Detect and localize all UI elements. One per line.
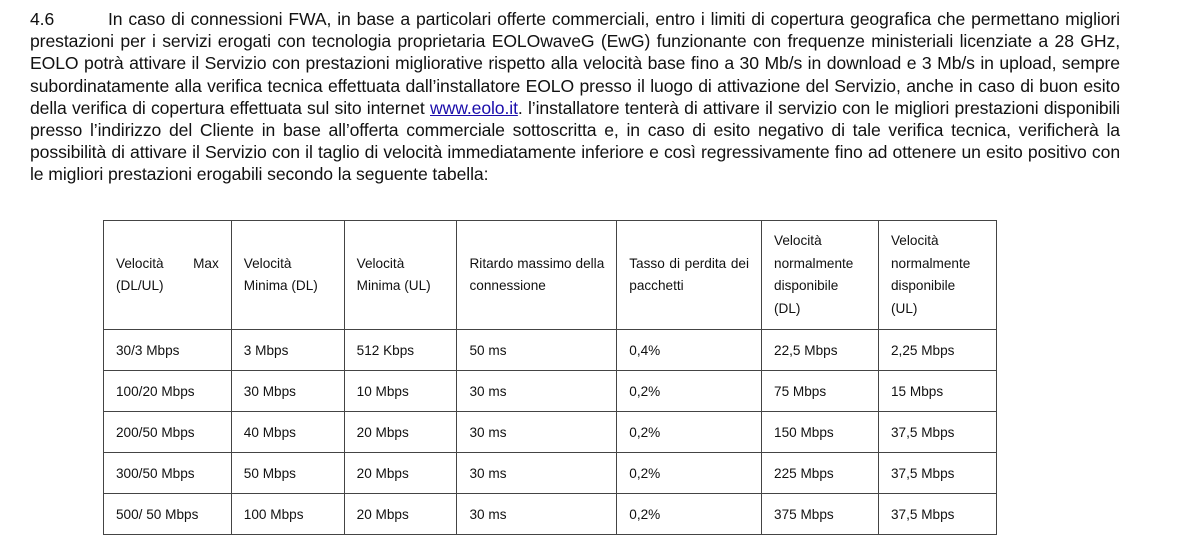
cell-min-dl: 100 Mbps	[231, 494, 344, 535]
cell-delay: 30 ms	[457, 412, 617, 453]
cell-min-dl: 40 Mbps	[231, 412, 344, 453]
cell-typical-ul: 37,5 Mbps	[878, 453, 996, 494]
cell-delay: 50 ms	[457, 330, 617, 371]
cell-typical-ul: 37,5 Mbps	[878, 412, 996, 453]
speed-specs-table	[103, 220, 997, 535]
cell-typical-ul: 15 Mbps	[878, 371, 996, 412]
table-row	[104, 412, 997, 453]
eolo-website-link[interactable]: www.eolo.it	[430, 97, 518, 118]
cell-max-speed: 30/3 Mbps	[104, 330, 232, 371]
table-row	[104, 494, 997, 535]
table-row	[104, 330, 997, 371]
header-typical-speed-ul: Velocità normalmente disponibile (UL)	[878, 221, 996, 330]
cell-min-ul: 20 Mbps	[344, 453, 457, 494]
cell-delay: 30 ms	[457, 453, 617, 494]
cell-max-speed: 500/ 50 Mbps	[104, 494, 232, 535]
cell-delay: 30 ms	[457, 371, 617, 412]
cell-packet-loss: 0,2%	[617, 453, 762, 494]
paragraph-text-start: In caso di connessioni FWA, in base a particolari offerte commerciali, entro i limiti di copertura geografica che permettano migliori prestazioni per i servizi erogati con tecnologia proprietaria EOLOwaveG (EwG) funzionante con frequenze ministeriali licenziate a 28 GHz, EOLO potrà attivare il Servizio con prestazioni migliorative rispetto alla velocità base fino a 30 Mb/s in download e 3 Mb/s in upload, sempre subordinatamente alla verifica tecnica effettuata dall’installatore EOLO presso il luogo di attivazione del Servizio, anche in caso di buon esito della verifica di copertura effettuata sul sito internet	[30, 9, 1120, 118]
cell-max-speed: 200/50 Mbps	[104, 412, 232, 453]
paragraph-4-6	[30, 8, 1120, 186]
cell-min-dl: 30 Mbps	[231, 371, 344, 412]
header-min-speed-ul: Velocità Minima (UL)	[344, 221, 457, 330]
cell-typical-ul: 37,5 Mbps	[878, 494, 996, 535]
cell-delay: 30 ms	[457, 494, 617, 535]
cell-typical-dl: 225 Mbps	[762, 453, 879, 494]
table-header-row	[104, 221, 997, 330]
cell-packet-loss: 0,2%	[617, 412, 762, 453]
cell-packet-loss: 0,2%	[617, 494, 762, 535]
cell-min-ul: 10 Mbps	[344, 371, 457, 412]
table-row	[104, 453, 997, 494]
header-packet-loss: Tasso di perdita dei pacchetti	[617, 221, 762, 330]
cell-typical-dl: 375 Mbps	[762, 494, 879, 535]
cell-min-dl: 50 Mbps	[231, 453, 344, 494]
cell-min-ul: 20 Mbps	[344, 412, 457, 453]
cell-min-ul: 512 Kbps	[344, 330, 457, 371]
header-typical-speed-dl: Velocità normalmente disponibile (DL)	[762, 221, 879, 330]
cell-packet-loss: 0,2%	[617, 371, 762, 412]
cell-typical-ul: 2,25 Mbps	[878, 330, 996, 371]
cell-typical-dl: 22,5 Mbps	[762, 330, 879, 371]
cell-packet-loss: 0,4%	[617, 330, 762, 371]
cell-typical-dl: 150 Mbps	[762, 412, 879, 453]
cell-typical-dl: 75 Mbps	[762, 371, 879, 412]
paragraph-text-end: . l’installatore tenterà di attivare il servizio con le migliori prestazioni disponibili presso l’indirizzo del Cliente in base all’offerta commerciale sottoscritta e, in caso di esito negativo di tale verifica tecnica, verificherà la possibilità di attivare il Servizio con il taglio di velocità immediatamente inferiore e così regressivamente fino ad ottenere un esito positivo con le migliori prestazioni erogabili secondo la seguente tabella:	[30, 97, 1120, 185]
cell-min-dl: 3 Mbps	[231, 330, 344, 371]
header-max-speed: Velocità Max (DL/UL)	[104, 221, 232, 330]
cell-max-speed: 100/20 Mbps	[104, 371, 232, 412]
cell-min-ul: 20 Mbps	[344, 494, 457, 535]
table-row	[104, 371, 997, 412]
section-number: 4.6	[30, 9, 55, 29]
header-max-delay: Ritardo massimo della connessione	[457, 221, 617, 330]
header-min-speed-dl: Velocità Minima (DL)	[231, 221, 344, 330]
cell-max-speed: 300/50 Mbps	[104, 453, 232, 494]
